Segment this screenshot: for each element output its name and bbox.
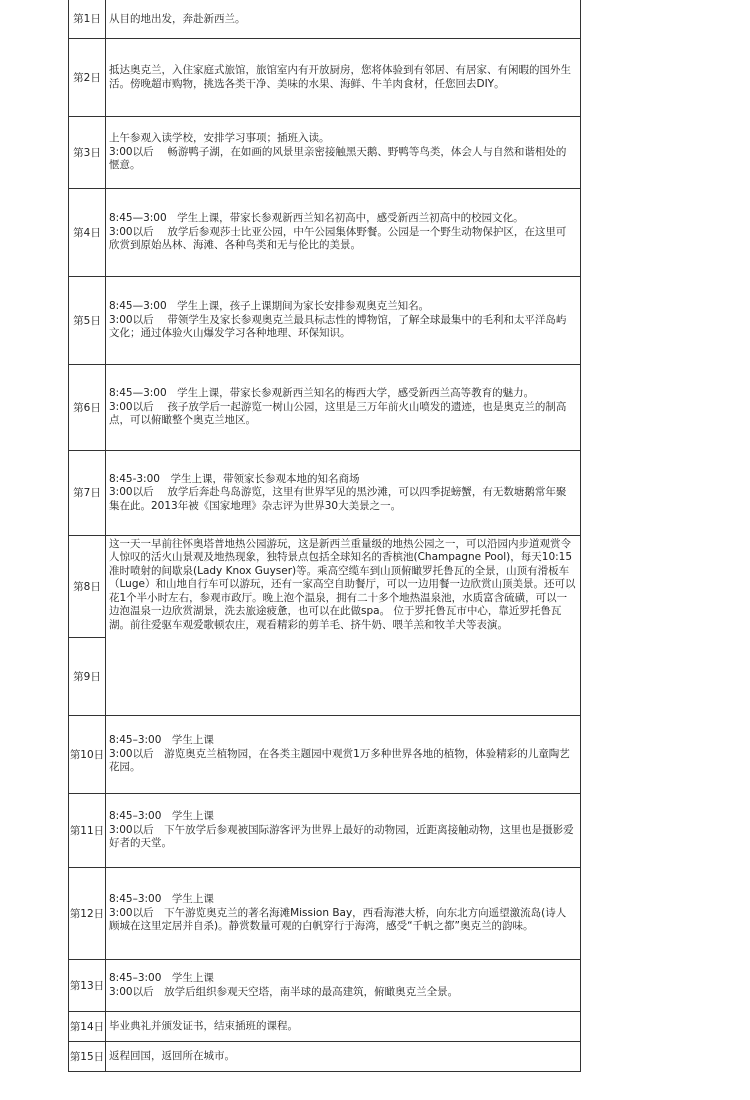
plan-line: 3:00以后 放学后组织参观天空塔，南半球的最高建筑，俯瞰奥克兰全景。: [109, 985, 459, 998]
day-label: 第14日: [69, 1011, 106, 1041]
day-label: 第1日: [69, 0, 106, 38]
day-plan: [106, 364, 581, 450]
day-label: 第4日: [69, 188, 106, 276]
plan-line: 3:00以后 下午游览奥克兰的著名海滩Mission Bay，西看海港大桥，向东北方向遥望激流岛(诗人顾城在这里定居并自杀)。静赏数量可观的白帆穿行于海湾，感受“千帆之都”奥克兰的韵味。: [109, 906, 567, 933]
plan-line: 8:45–3:00 学生上课: [109, 972, 214, 984]
day-plan: [106, 867, 581, 959]
day-plan: [106, 450, 581, 535]
plan-line: 8:45–3:00 学生上课: [109, 734, 214, 747]
table-row: [69, 1011, 581, 1041]
day-label: 第15日: [69, 1041, 106, 1071]
plan-line: 3:00以后 放学后奔赴鸟岛游览，这里有世界罕见的黑沙滩，可以四季捉螃蟹，有无数塘鹅常年聚集在此。2013年被《国家地理》杂志评为世界30大美景之一。: [109, 486, 567, 512]
table-row: [69, 959, 581, 1011]
day-plan: [106, 1011, 581, 1041]
plan-line: 3:00以后 孩子放学后一起游览一树山公园，这里是三万年前火山喷发的遗迹，也是奥克兰的制高点，可以俯瞰整个奥克兰地区。: [109, 400, 567, 427]
plan-line: 8:45–3:00 学生上课: [109, 810, 214, 823]
day-label: 第6日: [69, 364, 106, 450]
table-row: [69, 276, 581, 364]
plan-line: 这一天一早前往怀奥塔普地热公园游玩，这是新西兰重量级的地热公园之一，可以沿园内步道观赏令人惊叹的活火山景观及地热现象，独特景点包括全球知名的香槟池(Champagne Pool)，每天10:15准时喷射的间歇泉(Lady Knox Guyser)等。乘高空缆车到山顶俯瞰罗托鲁瓦的全景，山顶有滑板车（Luge）和山地自行车可以游玩，还有一家高空自助餐厅，可以一边用餐一边欣赏山顶美景。还可以花1个半小时左右，参观市政厅。晚上泡个温泉，拥有二十多个地热温泉池，水质富含硫磺，可以一边泡温泉一边欣赏湖景，洗去旅途疲惫，也可以在此做spa。 位于罗托鲁瓦市中心，靠近罗托鲁瓦湖。前往爱驱车观爱歌顿农庄，观看精彩的剪羊毛、挤牛奶、喂羊羔和牧羊犬等表演。: [109, 537, 576, 631]
plan-line: 3:00以后 放学后参观莎士比亚公园，中午公园集体野餐。公园是一个野生动物保护区，在这里可欣赏到原始丛林、海滩、各种鸟类和无与伦比的美景。: [109, 225, 567, 252]
plan-line: 返程回国，返回所在城市。: [109, 1049, 235, 1062]
day-label: 第13日: [69, 959, 106, 1011]
plan-line: 3:00以后 游览奥克兰植物园，在各类主题园中观赏1万多种世界各地的植物，体验精彩的儿童陶艺花园。: [109, 747, 570, 774]
plan-line: 毕业典礼并颁发证书，结束插班的课程。: [109, 1019, 298, 1032]
plan-line: 3:00以后 带领学生及家长参观奥克兰最具标志性的博物馆，了解全球最集中的毛利和太平洋岛屿文化；通过体验火山爆发学习各种地理、环保知识。: [109, 313, 567, 340]
table-row: [69, 715, 581, 793]
table-row: [69, 0, 581, 38]
plan-line: 8:45–3:00 学生上课: [109, 893, 214, 906]
plan-line: 8:45—3:00 学生上课，带家长参观新西兰知名初高中，感受新西兰初高中的校园文化。: [109, 212, 524, 225]
day-plan: [106, 0, 581, 38]
day-plan: [106, 116, 581, 188]
day-plan: [106, 276, 581, 364]
table-row: [69, 364, 581, 450]
day-plan: [106, 38, 581, 116]
day-plan: [106, 1041, 581, 1071]
table-row: [69, 535, 581, 637]
plan-line: 8:45-3:00 学生上课，带领家长参观本地的知名商场: [109, 472, 360, 485]
day-label: 第10日: [69, 715, 106, 793]
plan-line: 上午参观入读学校，安排学习事项；插班入读。: [109, 132, 330, 145]
table-row: [69, 188, 581, 276]
table-row: [69, 38, 581, 116]
plan-line: 3:00以后 畅游鸭子湖，在如画的风景里亲密接触黑天鹅、野鸭等鸟类，体会人与自然和谐相处的惬意。: [109, 145, 567, 172]
day-label: 第7日: [69, 450, 106, 535]
table-row: [69, 116, 581, 188]
plan-line: 3:00以后 下午放学后参观被国际游客评为世界上最好的动物园，近距离接触动物，这里也是摄影爱好者的天堂。: [109, 823, 574, 850]
plan-line: 8:45—3:00 学生上课，孩子上课期间为家长安排参观奥克兰知名。: [109, 300, 430, 313]
day-label: 第2日: [69, 38, 106, 116]
table-row: [69, 793, 581, 867]
itinerary-table: [68, 0, 581, 1072]
day-plan: [106, 959, 581, 1011]
table-row: [69, 867, 581, 959]
day-plan: [106, 535, 581, 715]
plan-line: 从目的地出发，奔赴新西兰。: [109, 12, 246, 25]
day-plan: [106, 188, 581, 276]
day-plan: [106, 715, 581, 793]
plan-line: 8:45—3:00 学生上课，带家长参观新西兰知名的梅西大学，感受新西兰高等教育的魅力。: [109, 387, 535, 400]
day-label: 第12日: [69, 867, 106, 959]
plan-line: 抵达奥克兰，入住家庭式旅馆，旅馆室内有开放厨房，您将体验到有邻居、有居家、有闲暇的国外生活。傍晚超市购物，挑选各类干净、美味的水果、海鲜、牛羊肉食材，任您回去DIY。: [109, 64, 571, 90]
table-row: [69, 1041, 581, 1071]
day-label: 第11日: [69, 793, 106, 867]
day-label: 第9日: [69, 637, 106, 715]
day-label: 第5日: [69, 276, 106, 364]
day-label: 第3日: [69, 116, 106, 188]
table-row: [69, 450, 581, 535]
day-label: 第8日: [69, 535, 106, 637]
day-plan: [106, 793, 581, 867]
